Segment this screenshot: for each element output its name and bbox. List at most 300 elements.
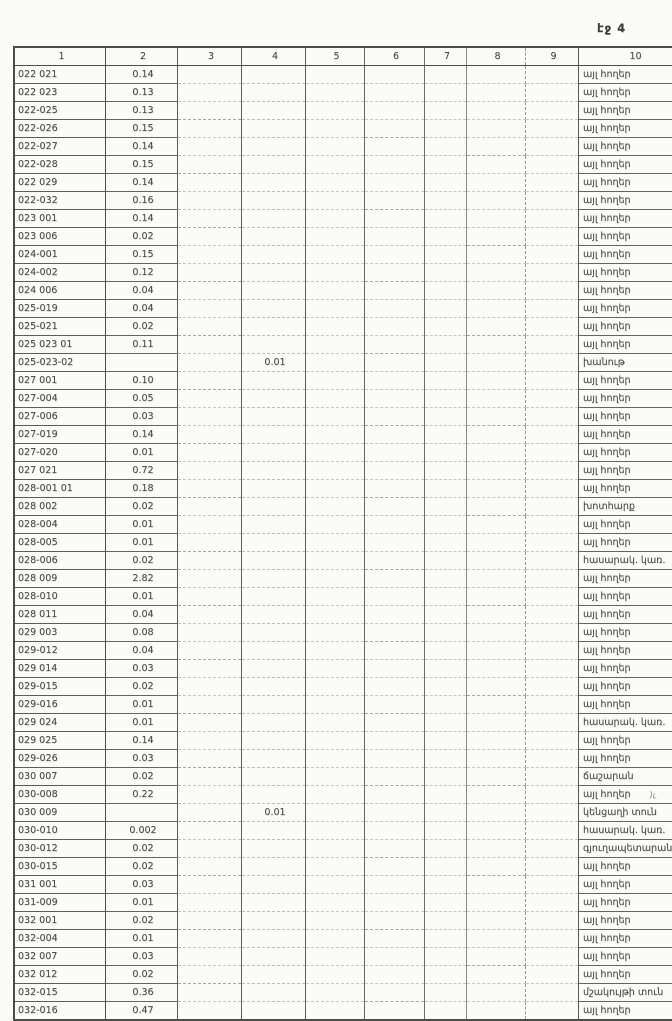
parcel-code-cell: 029-015 [14, 678, 106, 696]
empty-cell [425, 156, 467, 174]
empty-cell [306, 246, 365, 264]
area-value-cell: 0.14 [106, 138, 178, 156]
table-row [14, 192, 672, 210]
parcel-code-cell: 022 021 [14, 66, 106, 84]
empty-cell [467, 174, 526, 192]
col4-value-cell: 0.01 [242, 354, 306, 372]
parcel-code-cell: 029-012 [14, 642, 106, 660]
empty-cell [526, 660, 579, 678]
empty-cell [306, 318, 365, 336]
empty-cell [365, 570, 425, 588]
land-use-cell: այլ հողեր [579, 408, 672, 426]
area-value-cell: 0.22 [106, 786, 178, 804]
land-use-cell: կենցաղի տուն [579, 804, 672, 822]
header-cell-7: 7 [425, 47, 467, 66]
empty-cell [365, 1002, 425, 1021]
table-row [14, 300, 672, 318]
col4-value-cell [242, 696, 306, 714]
empty-cell [526, 606, 579, 624]
land-use-cell: հասարակ. կառ. [579, 714, 672, 732]
col4-value-cell [242, 840, 306, 858]
empty-cell [365, 300, 425, 318]
empty-cell [467, 498, 526, 516]
empty-cell [526, 408, 579, 426]
empty-cell [425, 462, 467, 480]
empty-cell [178, 264, 242, 282]
land-use-cell: այլ հողեր [579, 84, 672, 102]
table-row [14, 948, 672, 966]
empty-cell [526, 282, 579, 300]
col4-value-cell [242, 66, 306, 84]
empty-cell [306, 120, 365, 138]
empty-cell [365, 984, 425, 1002]
empty-cell [467, 1002, 526, 1021]
empty-cell [467, 894, 526, 912]
col4-value-cell [242, 858, 306, 876]
empty-cell [526, 246, 579, 264]
cadastre-table-body [14, 66, 672, 1021]
parcel-code-cell: 022-025 [14, 102, 106, 120]
empty-cell [306, 462, 365, 480]
land-use-cell: այլ հողեր [579, 966, 672, 984]
empty-cell [526, 354, 579, 372]
table-row [14, 138, 672, 156]
empty-cell [467, 606, 526, 624]
empty-cell [526, 372, 579, 390]
empty-cell [526, 264, 579, 282]
col4-value-cell [242, 426, 306, 444]
area-value-cell: 0.01 [106, 444, 178, 462]
empty-cell [425, 840, 467, 858]
empty-cell [526, 876, 579, 894]
empty-cell [467, 372, 526, 390]
empty-cell [526, 192, 579, 210]
empty-cell [306, 138, 365, 156]
parcel-code-cell: 031 001 [14, 876, 106, 894]
table-row [14, 282, 672, 300]
table-row [14, 102, 672, 120]
empty-cell [178, 174, 242, 192]
empty-cell [178, 444, 242, 462]
empty-cell [365, 876, 425, 894]
table-row [14, 642, 672, 660]
col4-value-cell [242, 624, 306, 642]
empty-cell [178, 1002, 242, 1021]
empty-cell [425, 786, 467, 804]
table-row [14, 822, 672, 840]
col4-value-cell [242, 750, 306, 768]
empty-cell [425, 246, 467, 264]
empty-cell [178, 750, 242, 768]
empty-cell [425, 570, 467, 588]
parcel-code-cell: 030 007 [14, 768, 106, 786]
empty-cell [306, 822, 365, 840]
empty-cell [178, 246, 242, 264]
empty-cell [306, 552, 365, 570]
table-row [14, 714, 672, 732]
empty-cell [306, 858, 365, 876]
empty-cell [467, 768, 526, 786]
parcel-code-cell: 030-010 [14, 822, 106, 840]
empty-cell [365, 462, 425, 480]
parcel-code-cell: 030 009 [14, 804, 106, 822]
empty-cell [178, 498, 242, 516]
empty-cell [365, 444, 425, 462]
area-value-cell: 0.14 [106, 174, 178, 192]
land-use-cell: այլ հողեր [579, 588, 672, 606]
empty-cell [425, 642, 467, 660]
area-value-cell: 0.72 [106, 462, 178, 480]
parcel-code-cell: 029-026 [14, 750, 106, 768]
parcel-code-cell: 032 012 [14, 966, 106, 984]
empty-cell [526, 570, 579, 588]
empty-cell [365, 588, 425, 606]
empty-cell [425, 66, 467, 84]
empty-cell [178, 534, 242, 552]
area-value-cell: 0.14 [106, 426, 178, 444]
col4-value-cell [242, 264, 306, 282]
parcel-code-cell: 028-006 [14, 552, 106, 570]
area-value-cell [106, 804, 178, 822]
empty-cell [425, 282, 467, 300]
empty-cell [467, 426, 526, 444]
table-row [14, 876, 672, 894]
empty-cell [526, 66, 579, 84]
parcel-code-cell: 022-028 [14, 156, 106, 174]
area-value-cell: 0.002 [106, 822, 178, 840]
empty-cell [526, 948, 579, 966]
empty-cell [467, 210, 526, 228]
empty-cell [306, 534, 365, 552]
empty-cell [526, 930, 579, 948]
col4-value-cell [242, 606, 306, 624]
area-value-cell: 0.13 [106, 102, 178, 120]
empty-cell [425, 138, 467, 156]
table-header [14, 47, 672, 66]
parcel-code-cell: 028-001 01 [14, 480, 106, 498]
empty-cell [365, 228, 425, 246]
empty-cell [425, 120, 467, 138]
empty-cell [178, 678, 242, 696]
empty-cell [178, 66, 242, 84]
empty-cell [306, 786, 365, 804]
empty-cell [365, 264, 425, 282]
empty-cell [526, 516, 579, 534]
empty-cell [365, 732, 425, 750]
table-row [14, 444, 672, 462]
land-use-cell: այլ հողեր [579, 174, 672, 192]
land-use-cell: ճաշարան [579, 768, 672, 786]
table-row [14, 606, 672, 624]
empty-cell [526, 138, 579, 156]
parcel-code-cell: 025 023 01 [14, 336, 106, 354]
table-row [14, 912, 672, 930]
area-value-cell: 0.01 [106, 894, 178, 912]
empty-cell [306, 264, 365, 282]
empty-cell [365, 966, 425, 984]
col4-value-cell [242, 210, 306, 228]
empty-cell [526, 462, 579, 480]
land-use-cell: այլ հողեր [579, 1002, 672, 1021]
parcel-code-cell: 027 021 [14, 462, 106, 480]
header-cell-3: 3 [178, 47, 242, 66]
empty-cell [178, 894, 242, 912]
land-use-cell: այլ հողեր [579, 696, 672, 714]
empty-cell [365, 120, 425, 138]
land-use-cell: այլ հողեր [579, 678, 672, 696]
area-value-cell: 0.02 [106, 318, 178, 336]
empty-cell [526, 120, 579, 138]
empty-cell [467, 336, 526, 354]
parcel-code-cell: 024-002 [14, 264, 106, 282]
col4-value-cell [242, 732, 306, 750]
empty-cell [526, 444, 579, 462]
empty-cell [365, 804, 425, 822]
empty-cell [178, 84, 242, 102]
col4-value-cell [242, 444, 306, 462]
empty-cell [526, 336, 579, 354]
empty-cell [306, 750, 365, 768]
table-row [14, 840, 672, 858]
land-use-cell: այլ հողեր [579, 750, 672, 768]
area-value-cell: 0.02 [106, 858, 178, 876]
empty-cell [425, 966, 467, 984]
col4-value-cell [242, 174, 306, 192]
empty-cell [526, 696, 579, 714]
empty-cell [467, 642, 526, 660]
empty-cell [178, 714, 242, 732]
parcel-code-cell: 030-012 [14, 840, 106, 858]
empty-cell [526, 912, 579, 930]
empty-cell [178, 516, 242, 534]
empty-cell [365, 246, 425, 264]
parcel-code-cell: 032-004 [14, 930, 106, 948]
table-row [14, 318, 672, 336]
col4-value-cell [242, 84, 306, 102]
empty-cell [467, 624, 526, 642]
area-value-cell: 0.03 [106, 408, 178, 426]
parcel-code-cell: 023 006 [14, 228, 106, 246]
parcel-code-cell: 024 006 [14, 282, 106, 300]
land-use-cell: այլ հողեր [579, 156, 672, 174]
land-use-cell: այլ հողեր [579, 516, 672, 534]
table-row [14, 786, 672, 804]
land-use-cell: խանութ [579, 354, 672, 372]
empty-cell [526, 228, 579, 246]
area-value-cell: 0.47 [106, 1002, 178, 1021]
empty-cell [365, 66, 425, 84]
empty-cell [178, 102, 242, 120]
col4-value-cell [242, 966, 306, 984]
land-use-cell: այլ հողեր [579, 444, 672, 462]
empty-cell [306, 282, 365, 300]
land-use-cell: այլ հողեր [579, 930, 672, 948]
empty-cell [365, 336, 425, 354]
empty-cell [178, 228, 242, 246]
area-value-cell: 0.12 [106, 264, 178, 282]
empty-cell [425, 732, 467, 750]
empty-cell [467, 246, 526, 264]
empty-cell [467, 228, 526, 246]
empty-cell [178, 786, 242, 804]
area-value-cell: 0.14 [106, 66, 178, 84]
empty-cell [467, 282, 526, 300]
empty-cell [178, 354, 242, 372]
empty-cell [306, 570, 365, 588]
empty-cell [365, 552, 425, 570]
empty-cell [178, 570, 242, 588]
table-row [14, 966, 672, 984]
land-use-cell: այլ հողեր [579, 876, 672, 894]
empty-cell [526, 426, 579, 444]
area-value-cell: 0.02 [106, 912, 178, 930]
parcel-code-cell: 025-023-02 [14, 354, 106, 372]
parcel-code-cell: 024-001 [14, 246, 106, 264]
land-use-cell: այլ հողեր [579, 192, 672, 210]
empty-cell [425, 1002, 467, 1021]
empty-cell [467, 408, 526, 426]
area-value-cell: 0.02 [106, 840, 178, 858]
col4-value-cell: 0.01 [242, 804, 306, 822]
empty-cell [467, 750, 526, 768]
empty-cell [425, 534, 467, 552]
area-value-cell: 0.04 [106, 300, 178, 318]
empty-cell [467, 156, 526, 174]
col4-value-cell [242, 156, 306, 174]
table-row [14, 372, 672, 390]
empty-cell [306, 84, 365, 102]
table-row [14, 678, 672, 696]
table-row [14, 624, 672, 642]
empty-cell [178, 120, 242, 138]
empty-cell [467, 120, 526, 138]
empty-cell [467, 570, 526, 588]
empty-cell [425, 930, 467, 948]
empty-cell [425, 876, 467, 894]
empty-cell [467, 948, 526, 966]
table-row [14, 588, 672, 606]
empty-cell [467, 300, 526, 318]
empty-cell [425, 552, 467, 570]
empty-cell [467, 66, 526, 84]
col4-value-cell [242, 786, 306, 804]
table-row [14, 732, 672, 750]
area-value-cell: 0.01 [106, 696, 178, 714]
empty-cell [365, 768, 425, 786]
col4-value-cell [242, 930, 306, 948]
empty-cell [425, 336, 467, 354]
empty-cell [306, 876, 365, 894]
land-use-cell: մշակույթի տուն [579, 984, 672, 1002]
empty-cell [178, 372, 242, 390]
parcel-code-cell: 025-019 [14, 300, 106, 318]
table-row [14, 120, 672, 138]
empty-cell [178, 912, 242, 930]
empty-cell [467, 480, 526, 498]
col4-value-cell [242, 570, 306, 588]
empty-cell [467, 912, 526, 930]
empty-cell [178, 552, 242, 570]
empty-cell [425, 984, 467, 1002]
empty-cell [306, 480, 365, 498]
land-use-cell: այլ հողեր [579, 120, 672, 138]
area-value-cell: 0.11 [106, 336, 178, 354]
table-row [14, 84, 672, 102]
parcel-code-cell: 022-032 [14, 192, 106, 210]
empty-cell [365, 516, 425, 534]
empty-cell [467, 552, 526, 570]
table-row [14, 246, 672, 264]
table-row [14, 804, 672, 822]
empty-cell [526, 894, 579, 912]
empty-cell [178, 390, 242, 408]
col4-value-cell [242, 480, 306, 498]
empty-cell [365, 624, 425, 642]
land-use-cell: այլ հողեր [579, 390, 672, 408]
empty-cell [306, 228, 365, 246]
parcel-code-cell: 022 023 [14, 84, 106, 102]
land-use-cell: այլ հողեր [579, 282, 672, 300]
empty-cell [526, 624, 579, 642]
parcel-code-cell: 025-021 [14, 318, 106, 336]
empty-cell [365, 426, 425, 444]
empty-cell [178, 210, 242, 228]
parcel-code-cell: 022-026 [14, 120, 106, 138]
empty-cell [306, 948, 365, 966]
table-row [14, 1002, 672, 1021]
empty-cell [306, 732, 365, 750]
land-use-cell: այլ հողեր [579, 624, 672, 642]
empty-cell [178, 822, 242, 840]
empty-cell [467, 264, 526, 282]
empty-cell [306, 444, 365, 462]
empty-cell [526, 102, 579, 120]
empty-cell [306, 660, 365, 678]
area-value-cell: 0.36 [106, 984, 178, 1002]
parcel-code-cell: 028 011 [14, 606, 106, 624]
area-value-cell: 0.02 [106, 552, 178, 570]
empty-cell [178, 300, 242, 318]
land-use-cell: այլ հողեր [579, 858, 672, 876]
land-use-cell: այլ հողեր [579, 642, 672, 660]
empty-cell [425, 498, 467, 516]
empty-cell [425, 228, 467, 246]
area-value-cell: 2.82 [106, 570, 178, 588]
empty-cell [425, 426, 467, 444]
empty-cell [467, 660, 526, 678]
empty-cell [425, 912, 467, 930]
empty-cell [467, 678, 526, 696]
empty-cell [467, 930, 526, 948]
empty-cell [526, 156, 579, 174]
empty-cell [467, 462, 526, 480]
parcel-code-cell: 022 029 [14, 174, 106, 192]
empty-cell [526, 984, 579, 1002]
land-use-cell: այլ հողեր [579, 534, 672, 552]
table-row [14, 570, 672, 588]
empty-cell [526, 318, 579, 336]
col4-value-cell [242, 894, 306, 912]
empty-cell [365, 606, 425, 624]
area-value-cell: 0.14 [106, 210, 178, 228]
col4-value-cell [242, 138, 306, 156]
area-value-cell: 0.04 [106, 642, 178, 660]
empty-cell [467, 732, 526, 750]
area-value-cell: 0.02 [106, 966, 178, 984]
parcel-code-cell: 027 001 [14, 372, 106, 390]
col4-value-cell [242, 1002, 306, 1021]
empty-cell [526, 786, 579, 804]
